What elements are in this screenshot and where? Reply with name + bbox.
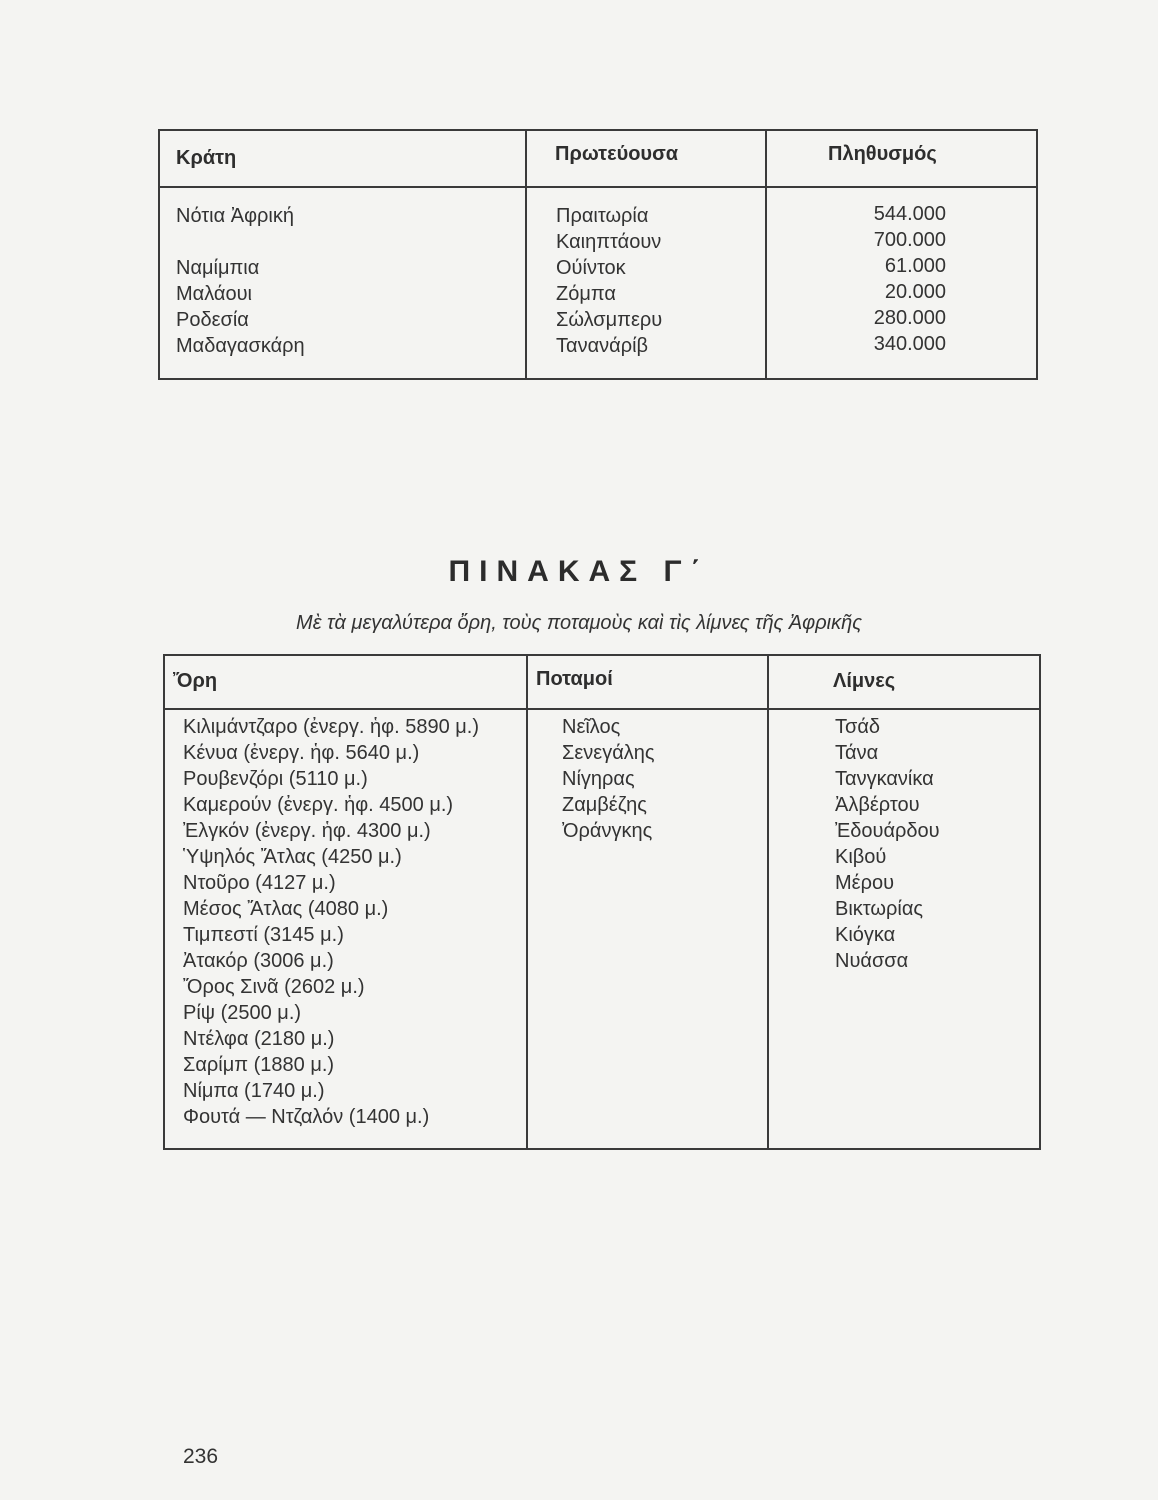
mountain-cell: Ντέλφα (2180 μ.) bbox=[183, 1028, 335, 1050]
mountains-column bbox=[183, 714, 479, 1130]
mountain-cell: Ὑψηλός Ἄτλας (4250 μ.) bbox=[183, 846, 402, 868]
river-cell: Ζαμβέζης bbox=[562, 794, 647, 816]
mountain-cell: Κένυα (ἐνεργ. ἡφ. 5640 μ.) bbox=[183, 742, 420, 764]
states-column bbox=[176, 203, 305, 359]
state-cell: Μαλάουι bbox=[176, 283, 252, 305]
mountain-cell: Ντοῦρο (4127 μ.) bbox=[183, 872, 336, 894]
river-cell: Νίγηρας bbox=[562, 768, 635, 790]
mountain-cell: Ἐλγκόν (ἐνεργ. ἡφ. 4300 μ.) bbox=[183, 820, 431, 842]
lake-cell: Ἐδουάρδου bbox=[835, 820, 940, 842]
river-cell: Σενεγάλης bbox=[562, 742, 655, 764]
header-divider bbox=[160, 186, 1036, 188]
capital-cell: Σώλσμπερυ bbox=[556, 309, 663, 331]
table-subtitle: Μὲ τὰ μεγαλύτερα ὄρη, τοὺς ποταμοὺς καὶ τὶς λίμνες τῆς Ἀφρικῆς bbox=[296, 612, 862, 634]
mountain-cell: Τιμπεστί (3145 μ.) bbox=[183, 924, 344, 946]
lake-cell: Τσάδ bbox=[835, 716, 881, 738]
header-lakes: Λίμνες bbox=[833, 670, 896, 692]
state-cell bbox=[176, 229, 305, 255]
lakes-column bbox=[835, 714, 940, 974]
mountain-cell: Ρουβενζόρι (5110 μ.) bbox=[183, 768, 368, 790]
mountain-cell: Νίμπα (1740 μ.) bbox=[183, 1080, 325, 1102]
capital-cell: Ούίντοκ bbox=[556, 257, 626, 279]
state-cell: Ναμίμπια bbox=[176, 257, 260, 279]
capital-cell: Ζόμπα bbox=[556, 283, 616, 305]
capital-cell: Πραιτωρία bbox=[556, 205, 649, 227]
population-cell: 20.000 bbox=[884, 281, 946, 303]
population-column bbox=[810, 201, 946, 357]
mountain-cell: Ρίψ (2500 μ.) bbox=[183, 1002, 302, 1024]
geography-table bbox=[163, 654, 1041, 1150]
lake-cell: Νυάσσα bbox=[835, 950, 909, 972]
lake-cell: Βικτωρίας bbox=[835, 898, 924, 920]
lake-cell: Κιόγκα bbox=[835, 924, 896, 946]
header-states: Κράτη bbox=[176, 147, 237, 169]
state-cell: Νότια Ἀφρική bbox=[176, 205, 294, 227]
lake-cell: Τάνα bbox=[835, 742, 879, 764]
mountain-cell: Μέσος Ἄτλας (4080 μ.) bbox=[183, 898, 389, 920]
population-cell: 544.000 bbox=[873, 203, 946, 225]
mountain-cell: Σαρίμπ (1880 μ.) bbox=[183, 1054, 335, 1076]
column-divider bbox=[526, 656, 528, 1148]
column-divider bbox=[765, 131, 767, 378]
capitals-column bbox=[556, 203, 662, 359]
rivers-column bbox=[562, 714, 655, 844]
header-mountains: Ὄρη bbox=[173, 670, 218, 692]
column-divider bbox=[525, 131, 527, 378]
lake-cell: Μέρου bbox=[835, 872, 895, 894]
mountain-cell: Φουτά — Ντζαλόν (1400 μ.) bbox=[183, 1106, 430, 1128]
lake-cell: Τανγκανίκα bbox=[835, 768, 934, 790]
population-cell: 700.000 bbox=[873, 229, 946, 251]
population-cell: 61.000 bbox=[884, 255, 946, 277]
river-cell: Νεῖλος bbox=[562, 716, 621, 738]
header-capital: Πρωτεύουσα bbox=[555, 143, 679, 165]
capital-cell: Τανανάρίβ bbox=[556, 335, 649, 357]
states-table bbox=[158, 129, 1038, 380]
mountain-cell: Κιλιμάντζαρο (ἐνεργ. ἡφ. 5890 μ.) bbox=[183, 716, 480, 738]
state-cell: Μαδαγασκάρη bbox=[176, 335, 305, 357]
header-population: Πληθυσμός bbox=[828, 143, 937, 165]
header-rivers: Ποταμοί bbox=[536, 668, 613, 690]
page-number: 236 bbox=[183, 1445, 219, 1468]
lake-cell: Κιβού bbox=[835, 846, 887, 868]
header-divider bbox=[165, 708, 1039, 710]
mountain-cell: Ἀτακόρ (3006 μ.) bbox=[183, 950, 334, 972]
mountain-cell: Καμερούν (ἐνεργ. ἡφ. 4500 μ.) bbox=[183, 794, 454, 816]
state-cell: Ροδεσία bbox=[176, 309, 249, 331]
capital-cell: Καιηπτάουν bbox=[556, 231, 662, 253]
column-divider bbox=[767, 656, 769, 1148]
population-cell: 280.000 bbox=[873, 307, 946, 329]
river-cell: Ὀράνγκης bbox=[562, 820, 653, 842]
lake-cell: Ἀλβέρτου bbox=[835, 794, 920, 816]
table-title: ΠΙΝΑΚΑΣ Γ΄ bbox=[448, 555, 710, 588]
mountain-cell: Ὄρος Σινᾶ (2602 μ.) bbox=[183, 976, 365, 998]
population-cell: 340.000 bbox=[873, 333, 946, 355]
